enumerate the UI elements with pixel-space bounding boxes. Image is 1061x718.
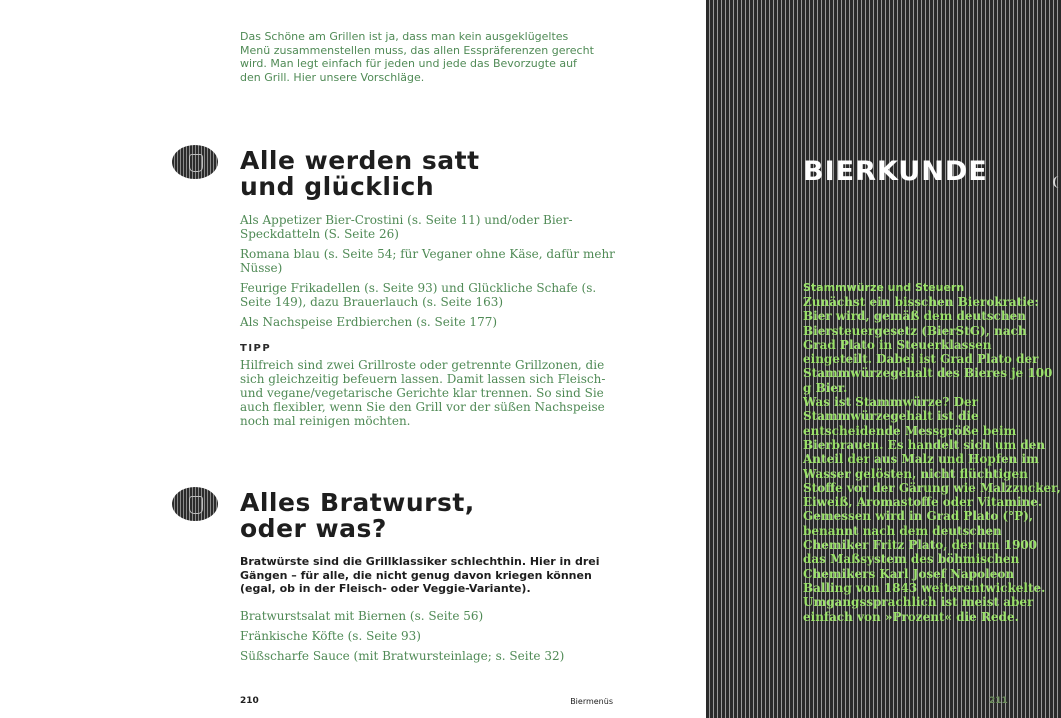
bierkunde-title: BIERKUNDE (803, 156, 988, 187)
recipe-item: Fränkische Köfte (s. Seite 93) (240, 629, 421, 643)
recipe-item: Als Appetizer Bier-Crostini (s. Seite 11) und/oder Bier-Speckdatteln (S. Seite 26) (240, 213, 573, 241)
page-number-right: 211 (989, 696, 1008, 706)
info-box-text (803, 295, 1061, 624)
tip-label: TIPP (240, 343, 272, 354)
right-page (706, 0, 1061, 718)
menu2-heading (240, 490, 640, 542)
recipe-item: Süßscharfe Sauce (mit Bratwursteinlage; s. Seite 32) (240, 649, 565, 663)
beer-glass-icon (172, 487, 218, 521)
beer-glass-icon (172, 145, 218, 179)
page-number-left: 210 (240, 696, 259, 706)
menu2-title-line2: oder was? (240, 514, 387, 543)
menu1-recipe-list (240, 213, 620, 335)
menu2-recipe-list (240, 609, 620, 669)
recipe-item: Feurige Frikadellen (s. Seite 93) und Glückliche Schafe (s. Seite 149), dazu Brauerlauch (s. Seite 163) (240, 281, 597, 309)
menu2-title-line1: Alles Bratwurst, (240, 488, 475, 517)
recipe-item: Romana blau (s. Seite 54; für Veganer ohne Käse, dafür mehr Nüsse) (240, 247, 615, 275)
info-paragraph: Was ist Stammwürze? Der Stammwürzegehalt ist die entscheidende Messgröße beim Bierbrauen. Es handelt sich um den Anteil der aus Malz und Hopfen im Wasser gelösten, nicht flüchtigen Stoffe vor der Gärung wie Malzzucker, Eiweiß, Aromastoffe oder Vitamine. Gemessen wird in Grad Plato (°P), benannt nach dem deutschen Chemiker Fritz Plato, der um 1900 das Maßsystem des böhmischen Chemikers Karl Josef Napoleon Balling von 1843 weiterentwickelte. Umgangssprachlich ist meist aber einfach von »Prozent« die Rede. (803, 395, 1061, 624)
page-edge-mark (1053, 176, 1061, 188)
info-box-title: Stammwürze und Steuern (803, 281, 965, 294)
info-paragraph: Zunächst ein bisschen Bierokratie: Bier wird, gemäß dem deutschen Biersteuergesetz (BierStG), nach Grad Plato in Steuerklassen eingeteilt. Dabei ist Grad Plato der Stammwürzegehalt des Bieres je 100 g Bier. (803, 295, 1053, 395)
running-footer-section: Biermenüs (570, 697, 613, 706)
tip-text: Hilfreich sind zwei Grillroste oder getrennte Grillzonen, die sich gleichzeitig befeuern lassen. Damit lassen sich Fleisch- und vegane/vegetarische Gerichte klar trennen. So sind Sie auch flexibler, wenn Sie den Grill vor der süßen Nachspeise noch mal reinigen möchten. (240, 358, 606, 428)
menu1-title-line1: Alle werden satt (240, 146, 480, 175)
recipe-item: Bratwurstsalat mit Biernen (s. Seite 56) (240, 609, 484, 623)
menu2-lead: Bratwürste sind die Grillklassiker schlechthin. Hier in drei Gängen – für alle, die nicht genug davon kriegen können (egal, ob in der Fleisch- oder Veggie-Variante). (240, 555, 600, 595)
intro-paragraph: Das Schöne am Grillen ist ja, dass man kein ausgeklügeltes Menü zusammenstellen muss, das allen Esspräferenzen gerecht wird. Man legt einfach für jeden und jede das Bevorzugte auf den Grill. Hier unsere Vorschläge. (240, 30, 594, 84)
recipe-item: Als Nachspeise Erdbierchen (s. Seite 177) (240, 315, 498, 329)
menu1-title-line2: und glücklich (240, 172, 435, 201)
menu1-heading (240, 148, 640, 200)
